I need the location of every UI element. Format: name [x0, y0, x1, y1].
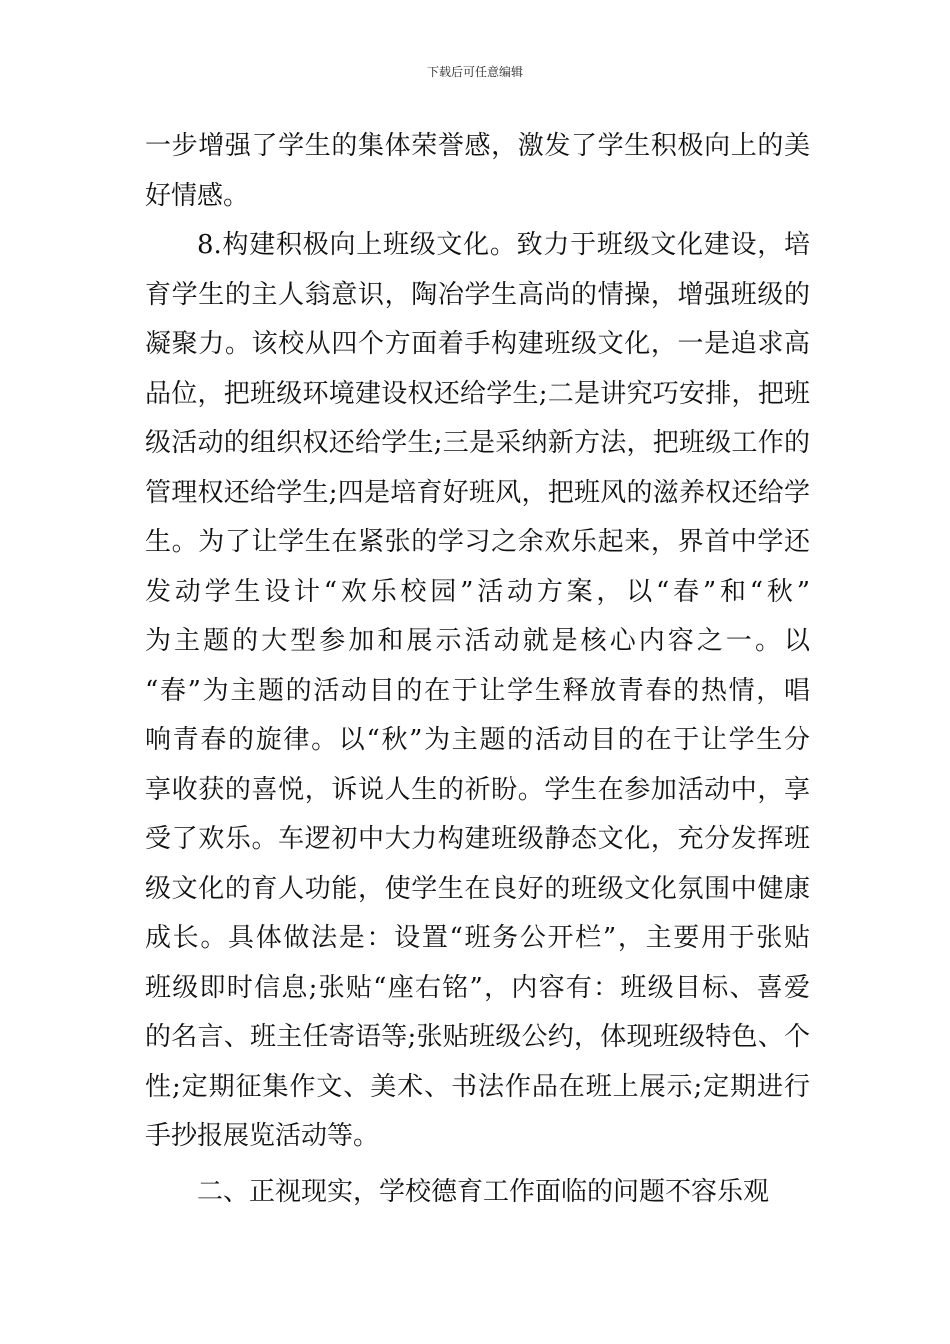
text-line: 响青春的旋律。以“秋”为主题的活动目的在于让学生分 — [145, 725, 810, 755]
text-line: 育学生的主人翁意识，陶冶学生高尚的情操，增强班级的 — [145, 279, 810, 310]
text-line: 级活动的组织权还给学生;三是采纳新方法，把班级工作的 — [145, 428, 810, 458]
text-line: 级文化的育人功能，使学生在良好的班级文化氛围中健康 — [145, 873, 810, 904]
text-line: 成长。具体做法是：设置“班务公开栏”，主要用于张贴 — [145, 923, 810, 953]
section-heading-8: 8.构建积极向上班级文化。致力于班级文化建设，培 — [197, 230, 810, 260]
document-body — [145, 122, 810, 1217]
text-line: 的名言、班主任寄语等;张贴班级公约，体现班级特色、个 — [145, 1022, 810, 1052]
page-header-note: 下载后可任意编辑 — [426, 65, 523, 79]
text-line: 受了欢乐。车逻初中大力构建班级静态文化，充分发挥班 — [145, 824, 810, 854]
text-line: 手抄报展览活动等。 — [145, 1121, 380, 1151]
text-line: 凝聚力。该校从四个方面着手构建班级文化，一是追求高 — [145, 329, 810, 359]
text-line: 生。为了让学生在紧张的学习之余欢乐起来，界首中学还 — [145, 527, 810, 557]
text-line: 好情感。 — [145, 180, 250, 211]
text-line: 享收获的喜悦，诉说人生的祈盼。学生在参加活动中，享 — [145, 774, 810, 805]
text-line: 班级即时信息;张贴“座右铭”，内容有：班级目标、喜爱 — [145, 972, 810, 1003]
text-line: “春”为主题的活动目的在于让学生释放青春的热情，唱 — [145, 675, 810, 706]
text-line: 品位，把班级环境建设权还给学生;二是讲究巧安排，把班 — [145, 378, 810, 409]
text-line: 为主题的大型参加和展示活动就是核心内容之一。以 — [145, 626, 810, 656]
text-line: 发动学生设计“欢乐校园”活动方案，以“春”和“秋” — [145, 576, 810, 607]
text-line: 一步增强了学生的集体荣誉感，激发了学生积极向上的美 — [145, 131, 810, 161]
text-line: 性;定期征集作文、美术、书法作品在班上展示;定期进行 — [145, 1071, 810, 1102]
section-heading-2: 二、正视现实，学校德育工作面临的问题不容乐观 — [197, 1176, 770, 1207]
text-line: 管理权还给学生;四是培育好班风，把班风的滋养权还给学 — [145, 477, 810, 508]
